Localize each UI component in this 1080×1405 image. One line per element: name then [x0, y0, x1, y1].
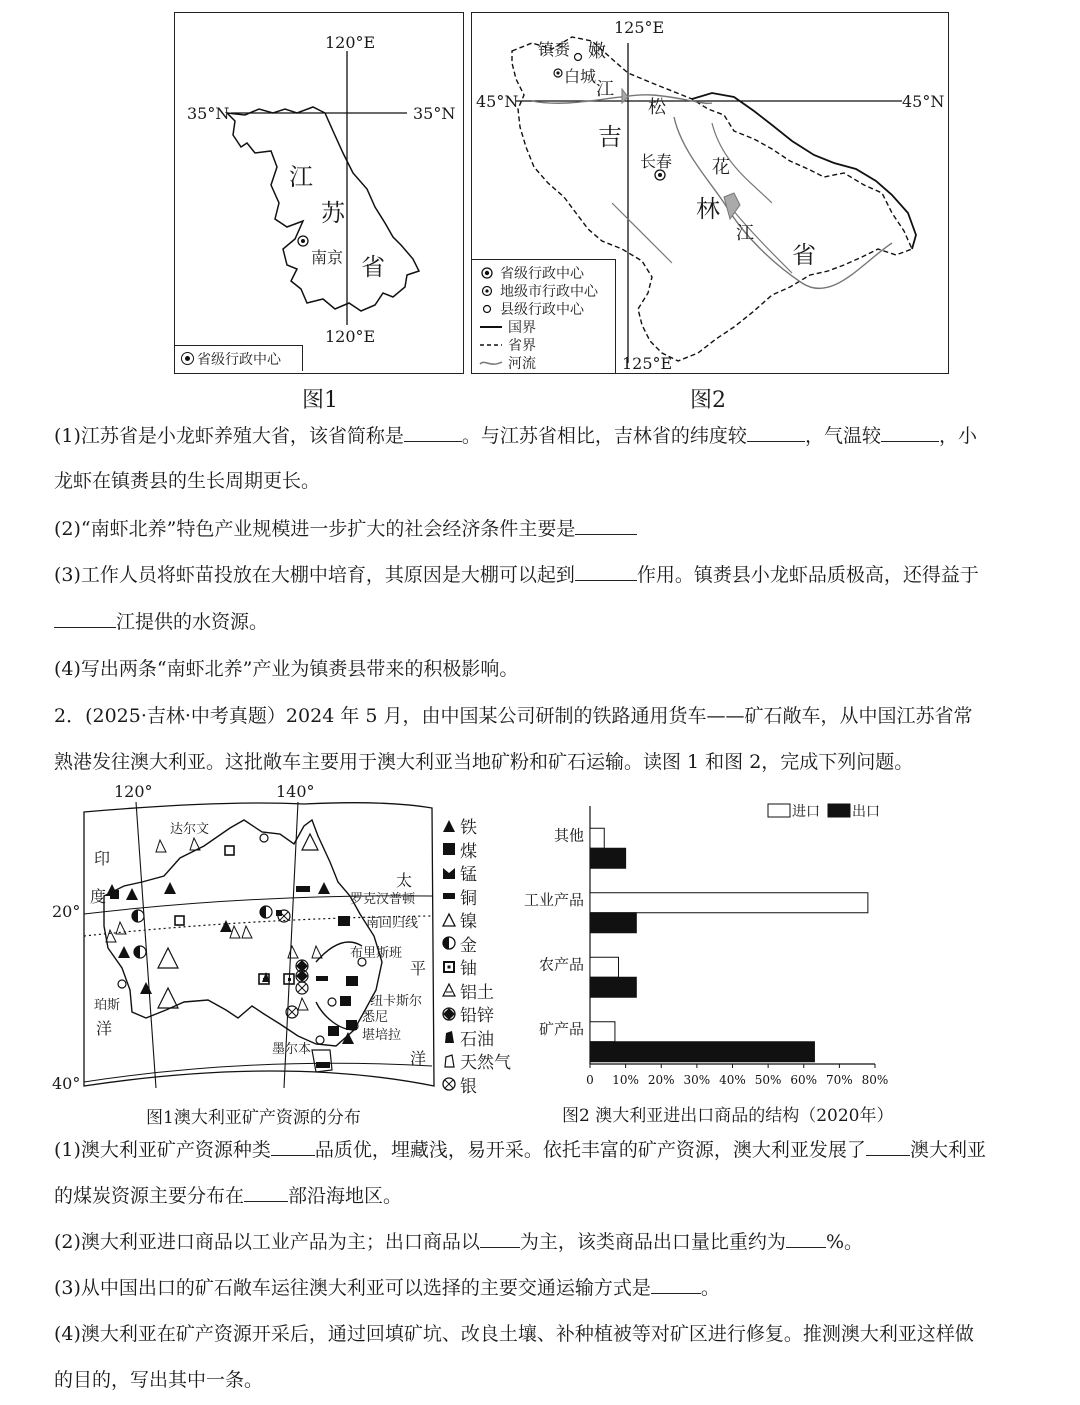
fig2-river-nen-1: 嫩 — [588, 41, 606, 62]
x-tick-label: 60% — [790, 1073, 818, 1087]
fig1-caption: 图1 — [302, 388, 338, 413]
bar-export — [590, 913, 636, 933]
lead-zinc-icon — [442, 1007, 456, 1021]
city-darwin: 达尔文 — [170, 822, 210, 837]
answer-blank[interactable] — [747, 422, 805, 442]
legend-national-border: 国界 — [508, 320, 536, 336]
bauxite-icon — [442, 983, 456, 997]
fig2-river-nen-2: 江 — [596, 79, 614, 100]
category-label: 农产品 — [538, 955, 584, 974]
legend-bauxite: 铝土 — [460, 982, 494, 1003]
bar-export — [590, 977, 636, 997]
x-tick-label: 30% — [683, 1073, 711, 1087]
aus-lon-120: 120° — [114, 782, 153, 801]
legend-swatch — [828, 804, 850, 817]
q2-intro-line-1: 2．(2025·吉林·中考真题）2024 年 5 月，由中国某公司研制的铁路通用货车——矿石敞车，从中国江苏省常 — [54, 705, 973, 727]
answer-blank[interactable] — [271, 1136, 315, 1156]
q2-line-6: 的目的，写出其中一条。 — [54, 1369, 264, 1391]
prefecture-city-icon — [480, 284, 494, 298]
x-tick-label: 50% — [754, 1073, 782, 1087]
fig2-lon-bottom: 125°E — [622, 354, 673, 373]
legend-natural-gas: 天然气 — [460, 1053, 511, 1074]
gold-icon — [442, 936, 456, 950]
category-label: 矿产品 — [538, 1019, 584, 1038]
fig1-lon-bottom: 120°E — [325, 327, 376, 346]
bar-import — [590, 957, 619, 977]
bar-chart-svg — [523, 796, 920, 1096]
fig2-province-char-2: 林 — [696, 195, 720, 223]
fig2-legend — [472, 259, 616, 373]
q2-line-5: (4)澳大利亚在矿产资源开采后，通过回填矿坑、改良土壤、补种植被等对矿区进行修复。推测澳大利亚这样做 — [54, 1323, 974, 1345]
answer-blank[interactable] — [480, 1228, 520, 1248]
provincial-capital-icon — [480, 266, 494, 280]
pacific-ocean-char-1: 太 — [396, 871, 413, 890]
q1-line-5: 江提供的水资源。 — [54, 608, 268, 637]
fig2-jilin-map — [471, 12, 949, 374]
fig1-lat-left: 35°N — [187, 104, 230, 123]
capital-symbol-icon — [181, 352, 194, 365]
mineral-legend — [442, 814, 524, 1096]
legend-manganese: 锰 — [460, 865, 477, 886]
q1-line-2: 龙虾在镇赉县的生长周期更长。 — [54, 470, 321, 492]
natural-gas-icon — [442, 1054, 456, 1068]
uranium-icon — [442, 960, 456, 974]
answer-blank[interactable] — [881, 422, 939, 442]
fig1-province-char-1: 江 — [289, 163, 313, 191]
x-tick-label: 40% — [719, 1073, 746, 1087]
bar-export — [590, 1042, 814, 1062]
answer-blank[interactable] — [54, 608, 116, 628]
category-label: 其他 — [553, 826, 584, 845]
fig2-river-songhua-3: 江 — [736, 223, 754, 244]
q1-line-6: (4)写出两条“南虾北养”产业为镇赉县带来的积极影响。 — [54, 658, 519, 680]
fig1-province-char-3: 省 — [361, 253, 385, 281]
fig2-river-songhua-2: 花 — [712, 157, 730, 178]
fig1-province-char-2: 苏 — [321, 199, 345, 227]
coal-icon — [442, 842, 456, 856]
nickel-icon — [442, 913, 456, 927]
fig2-city-label: 白城 — [564, 67, 597, 86]
aus-lon-140: 140° — [276, 782, 315, 801]
q2-line-2: 的煤炭资源主要分布在 部沿海地区。 — [54, 1182, 402, 1211]
aus-lat-20: 20° — [52, 902, 81, 921]
fig1-legend-label: 省级行政中心 — [197, 351, 281, 368]
q1-line-4: (3)工作人员将虾苗投放在大棚中培育，其原因是大棚可以起到 作用。镇赉县小龙虾品质极高，还得益于 — [54, 561, 979, 590]
copper-icon — [442, 889, 456, 903]
q1-line-3: (2)“南虾北养”特色产业规模进一步扩大的社会经济条件主要是 — [54, 515, 637, 544]
fig1-legend — [175, 345, 303, 371]
chart-title: 图2 澳大利亚进出口商品的结构（2020年） — [562, 1106, 894, 1126]
q2-line-3: (2)澳大利亚进口商品以工业产品为主；出口商品以 为主，该类商品出口量比重约为 %。 — [54, 1228, 863, 1257]
fig2-lat-left: 45°N — [476, 92, 519, 111]
city-canberra: 堪培拉 — [362, 1028, 402, 1043]
trade-structure-chart — [523, 796, 920, 1096]
legend-province-border: 省界 — [508, 338, 536, 354]
legend-gold: 金 — [460, 935, 477, 956]
answer-blank[interactable] — [866, 1136, 910, 1156]
q2-intro-line-2: 熟港发往澳大利亚。这批敞车主要用于澳大利亚当地矿粉和矿石运输。读图 1 和图 2，完成下列问题。 — [54, 751, 914, 773]
legend-label: 出口 — [852, 804, 880, 820]
x-tick-label: 20% — [647, 1073, 675, 1087]
city-brisbane: 布里斯班 — [350, 946, 403, 961]
legend-lead-zinc: 铅锌 — [460, 1006, 494, 1027]
pacific-ocean-char-2: 平 — [410, 959, 427, 978]
fig1-lat-right: 35°N — [413, 104, 456, 123]
bar-import — [590, 893, 868, 913]
legend-silver: 银 — [460, 1076, 477, 1097]
bar-import — [590, 1022, 615, 1042]
x-tick-label: 10% — [612, 1073, 639, 1087]
legend-iron: 铁 — [460, 818, 477, 839]
iron-icon — [442, 819, 456, 833]
category-label: 工业产品 — [523, 890, 584, 909]
q2-line-4: (3)从中国出口的矿石敞车运往澳大利亚可以选择的主要交通运输方式是 。 — [54, 1274, 720, 1303]
indian-ocean-char-3: 洋 — [96, 1019, 113, 1038]
australia-map-caption: 图1澳大利亚矿产资源的分布 — [146, 1108, 361, 1128]
legend-copper: 铜 — [460, 888, 477, 909]
answer-blank[interactable] — [244, 1182, 288, 1202]
legend-prefecture-city: 地级市行政中心 — [500, 284, 598, 300]
province-border-icon — [480, 338, 502, 352]
fig1-capital-label: 南京 — [311, 248, 344, 267]
legend-county-center: 县级行政中心 — [500, 302, 584, 318]
river-icon — [480, 356, 502, 370]
city-newcastle: 纽卡斯尔 — [370, 994, 423, 1009]
pacific-ocean-char-3: 洋 — [410, 1049, 427, 1068]
aus-lat-40: 40° — [52, 1074, 81, 1093]
x-tick-label: 80% — [861, 1073, 889, 1087]
city-rockhampton: 罗克汉普顿 — [350, 892, 416, 907]
q2-line-1: (1)澳大利亚矿产资源种类 品质优，埋藏浅，易开采。依托丰富的矿产资源，澳大利亚发展了 澳大利亚 — [54, 1136, 986, 1165]
fig2-lon-top: 125°E — [614, 18, 665, 37]
legend-oil: 石油 — [460, 1029, 494, 1050]
answer-blank[interactable] — [404, 422, 462, 442]
fig2-river-songhua-1: 松 — [648, 97, 666, 118]
legend-swatch — [768, 804, 790, 817]
fig1-jiangsu-map — [174, 12, 464, 374]
answer-blank[interactable] — [651, 1274, 701, 1294]
australia-mineral-map — [52, 782, 524, 1097]
tropic-label: 南回归线 — [366, 916, 419, 931]
national-border-icon — [480, 320, 502, 334]
city-perth: 珀斯 — [94, 998, 121, 1013]
fig1-lon-top: 120°E — [325, 33, 376, 52]
county-center-icon — [480, 302, 494, 316]
indian-ocean-char-1: 印 — [94, 849, 111, 868]
legend-river: 河流 — [508, 356, 536, 372]
legend-provincial-capital: 省级行政中心 — [500, 266, 584, 282]
fig2-province-char-1: 吉 — [598, 123, 622, 151]
oil-icon — [442, 1030, 456, 1044]
answer-blank[interactable] — [575, 561, 637, 581]
jiangsu-map-graphic — [175, 13, 463, 373]
indian-ocean-char-2: 度 — [90, 887, 107, 906]
legend-label: 进口 — [792, 804, 820, 820]
fig2-province-char-3: 省 — [792, 241, 816, 269]
legend-coal: 煤 — [460, 841, 477, 862]
city-sydney: 悉尼 — [362, 1010, 389, 1025]
fig2-capital-label: 长春 — [640, 152, 673, 171]
x-tick-label: 0 — [586, 1073, 594, 1087]
city-melbourne: 墨尔本 — [272, 1042, 312, 1057]
silver-icon — [442, 1077, 456, 1091]
legend-uranium: 铀 — [460, 959, 477, 980]
manganese-icon — [442, 866, 456, 880]
answer-blank[interactable] — [786, 1228, 826, 1248]
q1-line-1: (1)江苏省是小龙虾养殖大省，该省简称是 。与江苏省相比，吉林省的纬度较 ，气温较 ，小 — [54, 422, 977, 451]
x-tick-label: 70% — [826, 1073, 853, 1087]
legend-nickel: 镍 — [460, 912, 477, 933]
bar-export — [590, 848, 626, 868]
fig2-county-label: 镇赉 — [538, 40, 571, 59]
fig2-lat-right: 45°N — [902, 92, 945, 111]
answer-blank[interactable] — [575, 515, 637, 535]
bar-import — [590, 828, 604, 848]
fig2-caption: 图2 — [690, 388, 726, 413]
